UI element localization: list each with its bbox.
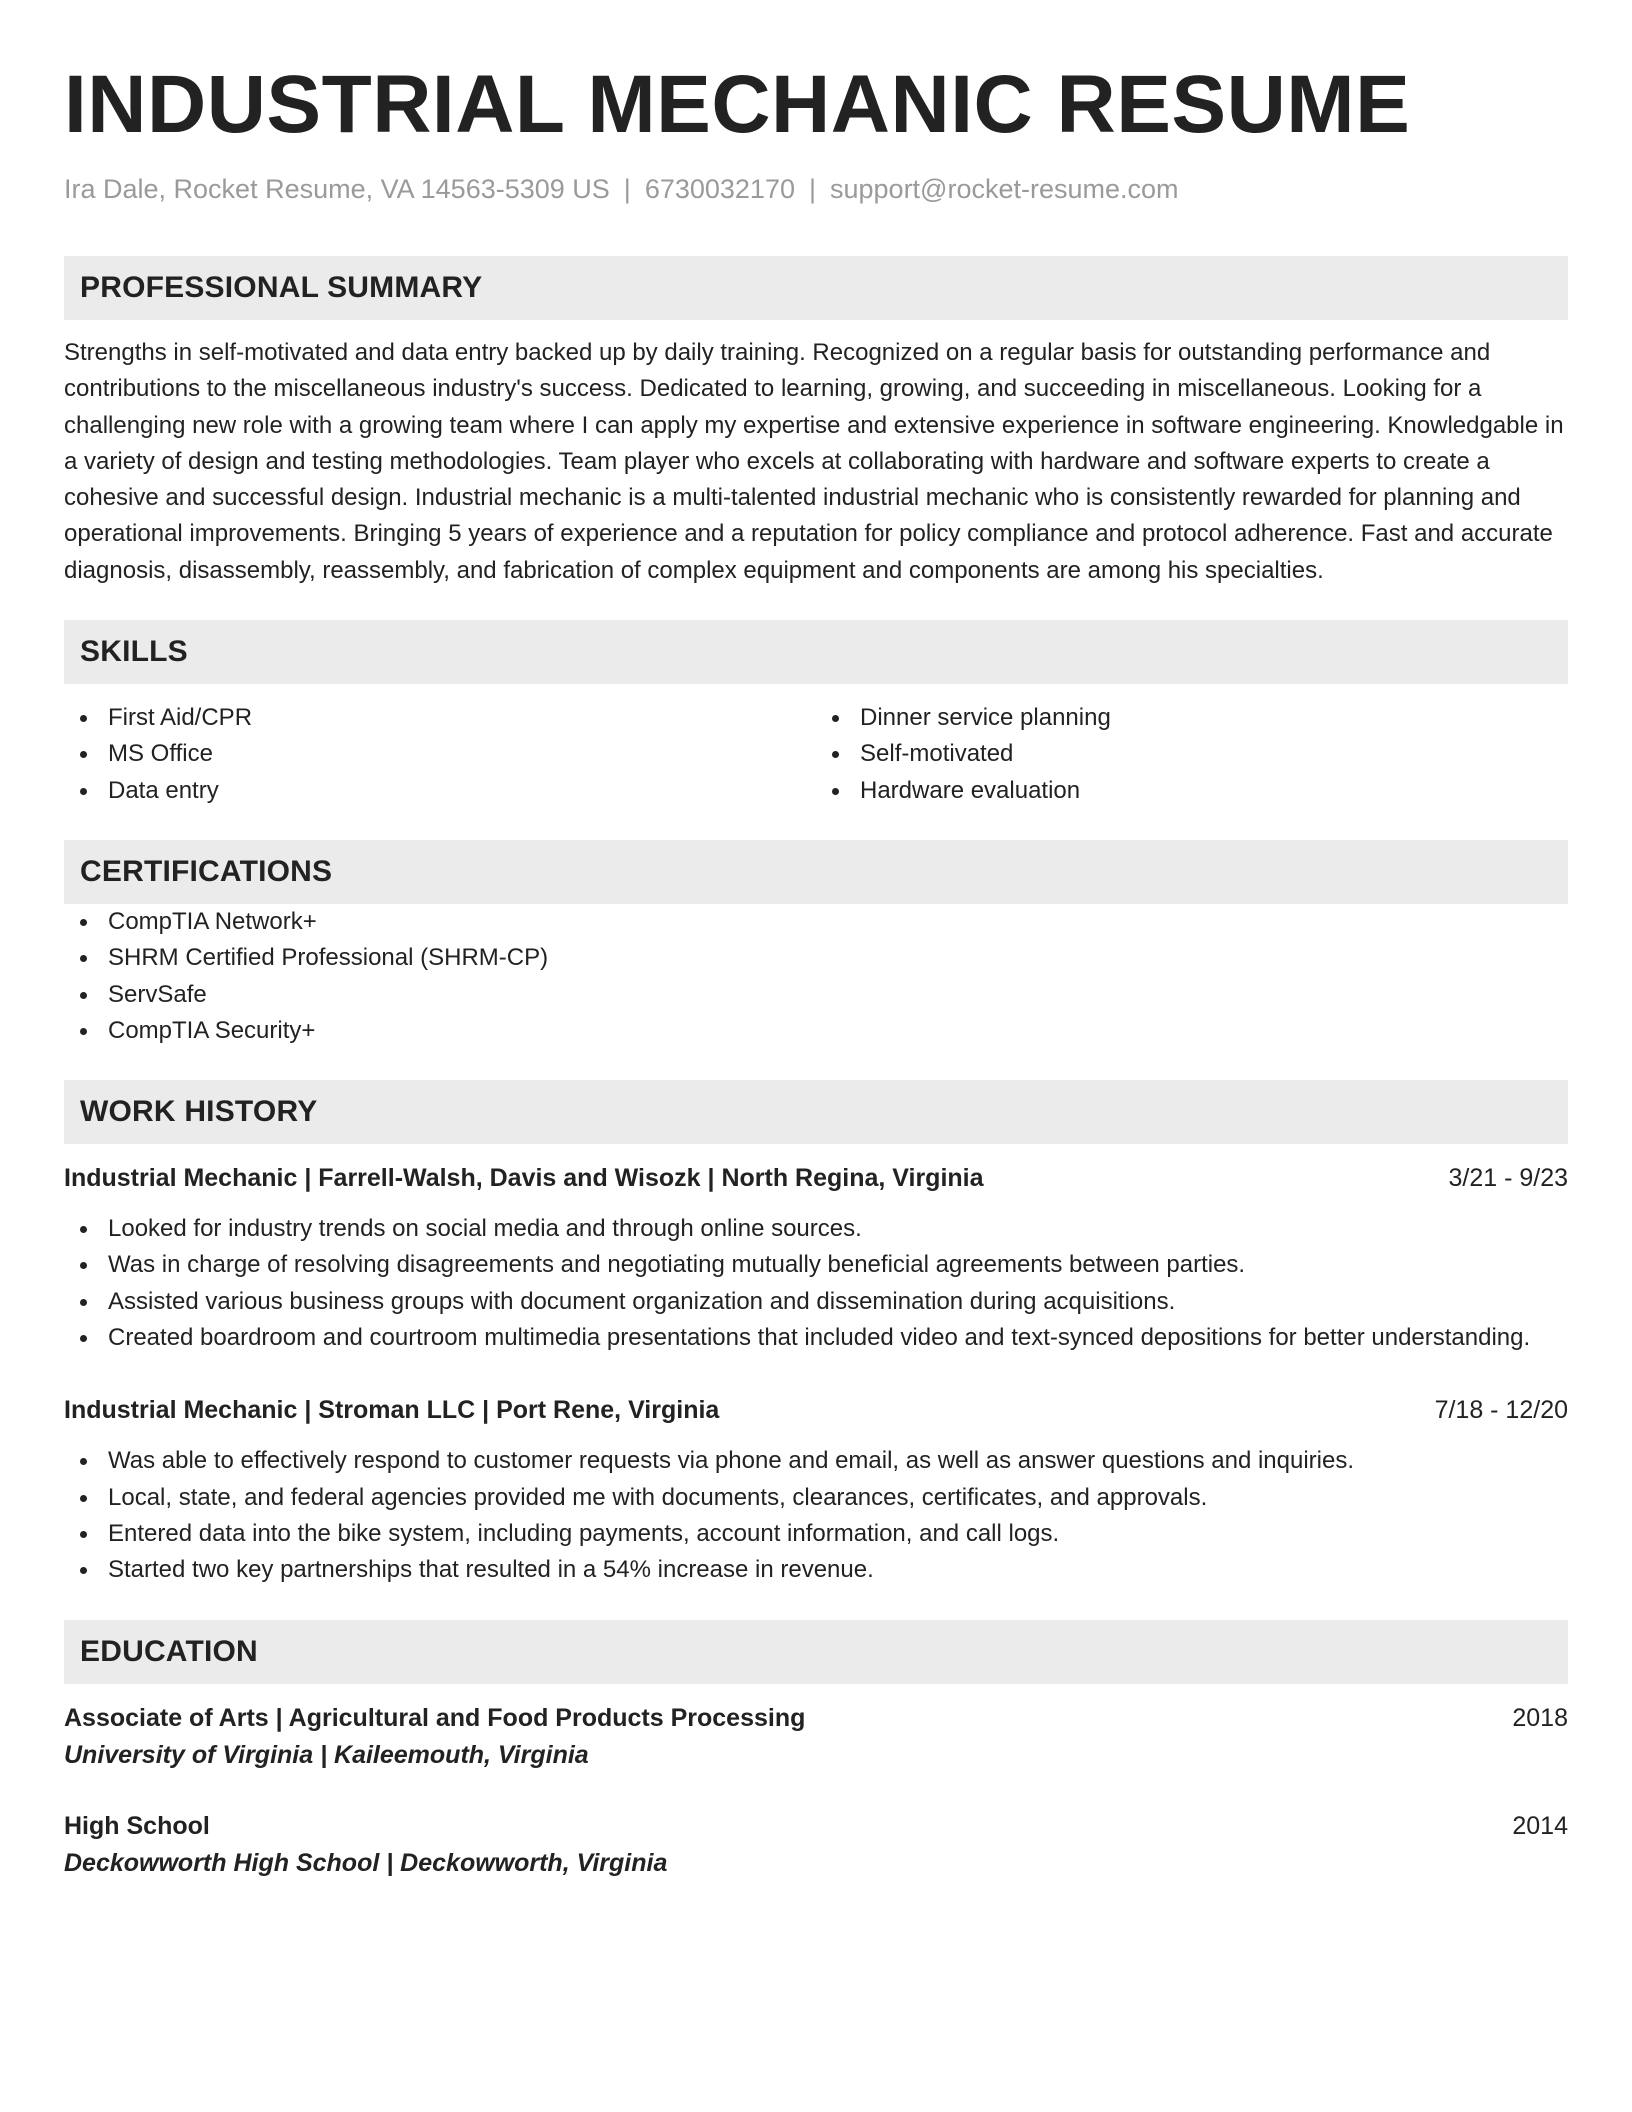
certification-item: SHRM Certified Professional (SHRM-CP) [64,940,1568,976]
job-bullet: Looked for industry trends on social media and through online sources. [64,1211,1568,1247]
section-heading-summary: PROFESSIONAL SUMMARY [64,256,1568,320]
contact-email: support@rocket-resume.com [830,174,1179,204]
contact-separator: | [623,174,631,204]
summary-text: Strengths in self-motivated and data entry backed up by daily training. Recognized on a regular basis for outstanding performance and contributions to the miscellaneous industry's success. Dedicated to learning, growing, and succeeding in miscellaneous. Looking for a challenging new role with a growing team where I can apply my expertise and extensive experience in software engineering. Knowledgable in a variety of design and testing methodologies. Team player who excels at collaborating with hardware and software experts to create a cohesive and successful design. Industrial mechanic is a multi-talented industrial mechanic who is consistently rewarded for planning and operational improvements. Bringing 5 years of experience and a reputation for policy compliance and protocol adherence. Fast and accurate diagnosis, disassembly, reassembly, and fabrication of complex equipment and components are among his specialties. [64,339,1564,584]
education-header [64,1700,1568,1736]
job-bullet: Local, state, and federal agencies provided me with documents, clearances, certificates, and approvals. [64,1480,1568,1516]
education-entry [64,1700,1568,1774]
job-title: Industrial Mechanic | Farrell-Walsh, Davis and Wisozk | North Regina, Virginia [64,1164,984,1193]
section-heading-certifications: CERTIFICATIONS [64,840,1568,904]
job-bullet: Was able to effectively respond to customer requests via phone and email, as well as answer questions and inquiries. [64,1443,1568,1479]
education-year: 2018 [1512,1703,1568,1732]
certification-item: CompTIA Security+ [64,1013,1568,1049]
education-degree: High School [64,1811,210,1840]
education-header [64,1808,1568,1844]
job-header [64,1160,1568,1196]
education-school: University of Virginia | Kaileemouth, Virginia [64,1740,589,1769]
skill-item: MS Office [64,736,816,772]
skill-item: Self-motivated [816,736,1568,772]
skills-list [64,700,1568,809]
certification-item: ServSafe [64,977,1568,1013]
resume-title: INDUSTRIAL MECHANIC RESUME [64,59,1411,150]
certification-item: CompTIA Network+ [64,904,1568,940]
job-entry [64,1392,1568,1588]
skill-item: First Aid/CPR [64,700,816,736]
education-year: 2014 [1512,1811,1568,1840]
job-dates: 7/18 - 12/20 [1434,1396,1568,1425]
skill-item: Data entry [64,773,816,809]
job-title: Industrial Mechanic | Stroman LLC | Port Rene, Virginia [64,1396,720,1425]
skills-column-left [64,700,816,809]
job-bullet: Assisted various business groups with document organization and dissemination during acquisitions. [64,1284,1568,1320]
contact-phone: 6730032170 [644,174,795,204]
job-bullets [64,1443,1568,1588]
contact-separator: | [808,174,816,204]
education-entry [64,1808,1568,1882]
contact-line [64,172,1568,206]
job-bullet: Entered data into the bike system, including payments, account information, and call logs. [64,1516,1568,1552]
job-bullet: Was in charge of resolving disagreements and negotiating mutually beneficial agreements between parties. [64,1247,1568,1283]
skills-column-right [816,700,1568,809]
section-heading-education: EDUCATION [64,1620,1568,1684]
job-bullet: Started two key partnerships that resulted in a 54% increase in revenue. [64,1552,1568,1588]
job-bullet: Created boardroom and courtroom multimedia presentations that included video and text-synced depositions for better understanding. [64,1320,1568,1356]
job-dates: 3/21 - 9/23 [1448,1164,1568,1193]
contact-address: Ira Dale, Rocket Resume, VA 14563-5309 US [64,174,610,204]
section-heading-work-history: WORK HISTORY [64,1080,1568,1144]
education-school: Deckowworth High School | Deckowworth, Virginia [64,1848,668,1877]
section-heading-skills: SKILLS [64,620,1568,684]
job-bullets [64,1211,1568,1356]
skill-item: Dinner service planning [816,700,1568,736]
job-header [64,1392,1568,1428]
job-entry [64,1160,1568,1356]
certifications-list [64,904,1568,1049]
skill-item: Hardware evaluation [816,773,1568,809]
education-degree: Associate of Arts | Agricultural and Food Products Processing [64,1703,806,1732]
